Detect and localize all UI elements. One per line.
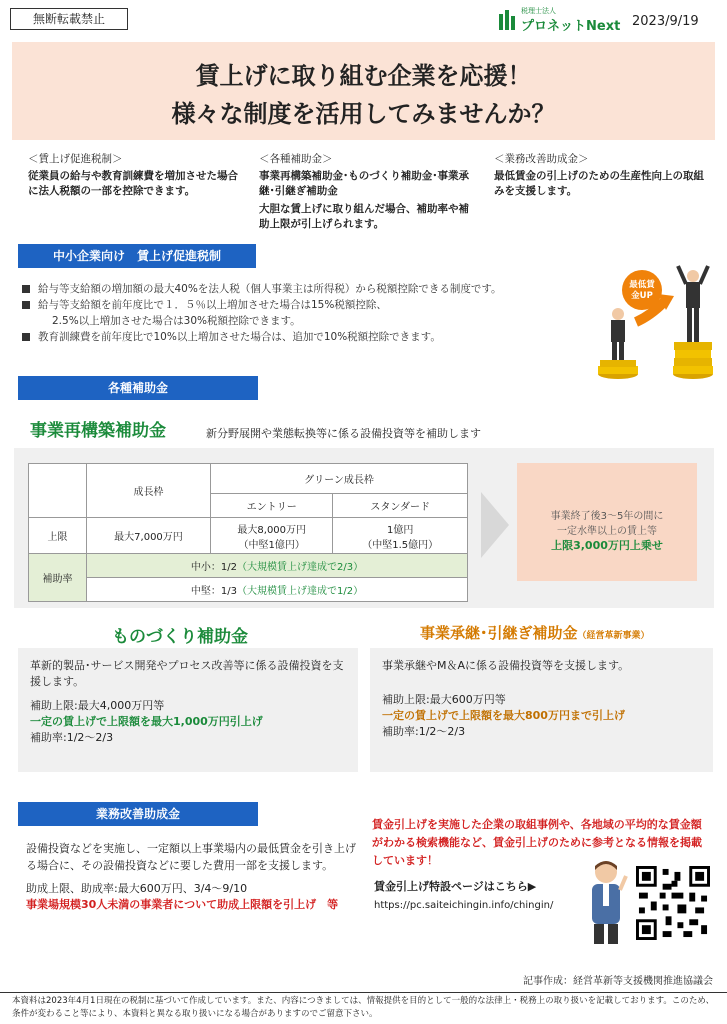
monozukuri-card bbox=[18, 648, 358, 772]
table-cell-standard-limit: 1億円 （中堅1.5億円） bbox=[333, 518, 468, 554]
table-header-green: グリーン成長枠 bbox=[211, 464, 468, 494]
list-item: 2.5%以上増加させた場合は30%税額控除できます。 bbox=[52, 315, 301, 327]
improvement-highlight: 事業場規模30人未満の事業者について助成上限額を引上げ 等 bbox=[26, 898, 339, 911]
intro-improvement bbox=[494, 152, 704, 199]
table-row-label-rate: 補助率 bbox=[29, 554, 87, 602]
table-cell-rate-sme: 中小：1/2（大規模賃上げ達成で2/3） bbox=[87, 554, 468, 578]
restructure-desc: 新分野展開や業態転換等に係る設備投資等を補助します bbox=[206, 427, 481, 440]
logo-subtitle: 税理士法人 bbox=[521, 7, 556, 15]
succession-limit: 補助上限:最大600万円等 bbox=[382, 693, 506, 706]
bonus-line-3: 上限3,000万円上乗せ bbox=[551, 539, 663, 552]
succession-rate: 補助率:1/2～2/3 bbox=[382, 725, 466, 738]
subsidy-section-bar: 各種補助金 bbox=[18, 376, 258, 400]
intro-subsidy bbox=[259, 152, 469, 232]
monozukuri-limit: 補助上限:最大4,000万円等 bbox=[30, 699, 165, 712]
tax-bullet-list bbox=[22, 281, 600, 345]
intro-body-2: 大胆な賃上げに取り組んだ場合、補助率や補助上限が引上げられます。 bbox=[259, 203, 469, 230]
restructure-table bbox=[28, 463, 468, 602]
intro-heading: ＜各種補助金＞ bbox=[259, 153, 333, 165]
improvement-limit: 助成上限、助成率:最大600万円、3/4～9/10 bbox=[26, 882, 248, 895]
restructure-title: 事業再構築補助金 bbox=[30, 421, 166, 441]
publish-date: 2023/9/19 bbox=[632, 14, 699, 29]
promo-link-label[interactable]: 賃金引上げ特設ページはこちら▶ bbox=[374, 880, 537, 893]
title-banner bbox=[12, 42, 715, 140]
list-item: 教育訓練費を前年度比で10%以上増加させた場合は、追加で10%税額控除できます。 bbox=[22, 329, 600, 345]
table-corner bbox=[29, 464, 87, 518]
monozukuri-highlight: 一定の賃上げで上限額を最大1,000万円引上げ bbox=[30, 715, 263, 728]
no-reprint-notice: 無断転載禁止 bbox=[10, 8, 128, 30]
improvement-content bbox=[26, 840, 356, 913]
table-header-growth: 成長枠 bbox=[87, 464, 211, 518]
table-row-label-limit: 上限 bbox=[29, 518, 87, 554]
intro-body: 従業員の給与や教育訓練費を増加させた場合に法人税額の一部を控除できます。 bbox=[28, 170, 238, 197]
table-cell-rate-mid: 中堅：1/3（大規模賃上げ達成で1/2） bbox=[87, 578, 468, 602]
succession-highlight: 一定の賃上げで上限額を最大800万円まで引上げ bbox=[382, 709, 625, 722]
promo-text: 賃金引上げを実施した企業の取組事例や、各地域の平均的な賃金額がわかる検索機能など、賃金引上げのために参考となる情報を掲載しています！ bbox=[372, 818, 702, 867]
intro-body: 最低賃金の引上げのための生産性向上の取組みを支援します。 bbox=[494, 170, 704, 197]
arrow-right-icon bbox=[479, 490, 511, 560]
company-logo bbox=[497, 6, 627, 38]
table-header-standard: スタンダード bbox=[333, 494, 468, 518]
list-item: 給与等支給額を前年度比で１．５％以上増加させた場合は15%税額控除、 bbox=[22, 297, 600, 313]
banner-line-2: 様々な制度を活用してみませんか？ bbox=[171, 100, 556, 128]
table-cell-entry-limit: 最大8,000万円 （中堅1億円） bbox=[211, 518, 333, 554]
author-credit: 記事作成：経営革新等支援機関推進協議会 bbox=[523, 976, 713, 987]
logo-mark-icon bbox=[497, 10, 519, 30]
table-header-entry: エントリー bbox=[211, 494, 333, 518]
bonus-line-1: 事業終了後3～5年の間に bbox=[550, 511, 664, 522]
logo-name: プロネットNext bbox=[521, 19, 621, 34]
monozukuri-rate: 補助率:1/2～2/3 bbox=[30, 731, 114, 744]
wage-bonus-box bbox=[517, 463, 697, 581]
list-item: 給与等支給額の増加額の最大40%を法人税（個人事業主は所得税）から税額控除できる制度です。 bbox=[22, 281, 600, 297]
improvement-body: 設備投資などを実施し、一定額以上事業場内の最低賃金を引き上げる場合に、その設備投資などに要した費用一部を支援します。 bbox=[26, 842, 356, 872]
succession-card bbox=[370, 648, 713, 772]
wage-up-illustration bbox=[588, 256, 718, 384]
banner-line-1: 賃上げに取り組む企業を応援！ bbox=[195, 62, 532, 90]
promo-url[interactable]: https://pc.saiteichingin.info/chingin/ bbox=[374, 900, 554, 911]
succession-body: 事業承継やM＆Aに係る設備投資等を支援します。 bbox=[382, 659, 630, 672]
min-wage-up-badge: 最低賃金UP bbox=[629, 280, 655, 301]
presenter-illustration bbox=[584, 856, 628, 946]
improvement-section-bar: 業務改善助成金 bbox=[18, 802, 258, 826]
disclaimer-footer: 本資料は2023年4月1日現在の税制に基づいて作成しています。また、内容につきましては、情報提供を目的として一般的な法律上・税務上の取り扱いを記載しております。このため、条件が変わること等により、本資料と異なる取り扱いになる場合がありますのでご留意下さい。 bbox=[0, 992, 727, 1024]
bonus-line-2: 一定水準以上の賃上等 bbox=[557, 526, 657, 537]
monozukuri-body: 革新的製品･サービス開発やプロセス改善等に係る設備投資を支援します。 bbox=[30, 659, 344, 688]
intro-body: 事業再構築補助金･ものづくり補助金･事業承継･引継ぎ補助金 bbox=[259, 170, 469, 197]
qr-code[interactable] bbox=[636, 866, 710, 940]
intro-heading: ＜賃上げ促進税制＞ bbox=[28, 153, 123, 165]
intro-tax bbox=[28, 152, 238, 199]
intro-heading: ＜業務改善助成金＞ bbox=[494, 153, 589, 165]
tax-section-bar: 中小企業向け 賃上げ促進税制 bbox=[18, 244, 256, 268]
succession-title: 事業承継･引継ぎ補助金（経営革新事業） bbox=[420, 624, 650, 642]
table-cell-growth-limit: 最大7,000万円 bbox=[87, 518, 211, 554]
monozukuri-title: ものづくり補助金 bbox=[112, 627, 248, 647]
